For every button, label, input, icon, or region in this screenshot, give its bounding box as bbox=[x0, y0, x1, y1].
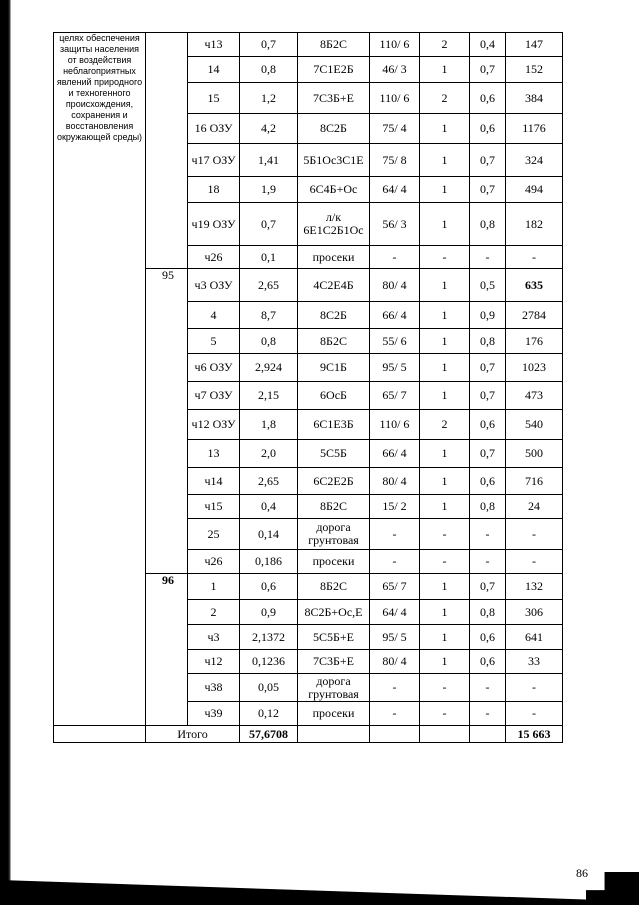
area-cell: 0,6 bbox=[240, 574, 298, 600]
vydel-cell: ч15 bbox=[188, 495, 240, 519]
composition-cell: 9С1Б bbox=[298, 354, 370, 382]
area-cell: 2,65 bbox=[240, 468, 298, 495]
area-cell: 0,1 bbox=[240, 246, 298, 269]
density-cell: 0,8 bbox=[470, 329, 506, 354]
density-cell: 0,7 bbox=[470, 354, 506, 382]
vydel-cell: ч6 ОЗУ bbox=[188, 354, 240, 382]
total-empty-cell bbox=[370, 726, 420, 743]
site-type-cell: 80/ 4 bbox=[370, 468, 420, 495]
site-type-cell: 110/ 6 bbox=[370, 410, 420, 440]
vydel-cell: 2 bbox=[188, 600, 240, 625]
volume-cell: 494 bbox=[506, 177, 563, 203]
density-cell: 0,8 bbox=[470, 495, 506, 519]
site-type-cell: 75/ 4 bbox=[370, 114, 420, 144]
composition-cell: 8Б2С bbox=[298, 329, 370, 354]
area-cell: 2,1372 bbox=[240, 625, 298, 650]
site-type-cell: 15/ 2 bbox=[370, 495, 420, 519]
volume-cell: 306 bbox=[506, 600, 563, 625]
composition-cell: 7С3Б+Е bbox=[298, 83, 370, 114]
volume-cell: 1176 bbox=[506, 114, 563, 144]
density-cell: - bbox=[470, 246, 506, 269]
composition-cell: 6ОсБ bbox=[298, 382, 370, 410]
class-cell: 1 bbox=[420, 203, 470, 246]
area-cell: 1,41 bbox=[240, 144, 298, 177]
density-cell: 0,8 bbox=[470, 203, 506, 246]
volume-cell: 384 bbox=[506, 83, 563, 114]
class-cell: 1 bbox=[420, 144, 470, 177]
volume-cell: 473 bbox=[506, 382, 563, 410]
class-cell: 1 bbox=[420, 495, 470, 519]
vydel-cell: 13 bbox=[188, 440, 240, 468]
density-cell: 0,7 bbox=[470, 177, 506, 203]
volume-cell: 500 bbox=[506, 440, 563, 468]
composition-cell: просеки bbox=[298, 246, 370, 269]
vydel-cell: ч17 ОЗУ bbox=[188, 144, 240, 177]
vydel-cell: ч3 ОЗУ bbox=[188, 269, 240, 302]
vydel-cell: ч13 bbox=[188, 33, 240, 57]
vydel-cell: ч14 bbox=[188, 468, 240, 495]
quarter-cell: 96 bbox=[146, 574, 188, 726]
composition-cell: л/к 6Е1С2Б1Ос bbox=[298, 203, 370, 246]
volume-cell: - bbox=[506, 674, 563, 702]
site-type-cell: 80/ 4 bbox=[370, 650, 420, 674]
area-cell: 0,05 bbox=[240, 674, 298, 702]
scan-edge-left bbox=[0, 0, 11, 905]
site-type-cell: 75/ 8 bbox=[370, 144, 420, 177]
quarter-cell bbox=[146, 33, 188, 269]
composition-cell: 5Б1Ос3С1Е bbox=[298, 144, 370, 177]
composition-cell: 6С2Е2Б bbox=[298, 468, 370, 495]
scan-corner-mark bbox=[586, 872, 639, 905]
volume-cell: 147 bbox=[506, 33, 563, 57]
total-empty-cell bbox=[420, 726, 470, 743]
volume-cell: 1023 bbox=[506, 354, 563, 382]
area-cell: 4,2 bbox=[240, 114, 298, 144]
class-cell: - bbox=[420, 702, 470, 726]
vydel-cell: 4 bbox=[188, 302, 240, 329]
density-cell: - bbox=[470, 519, 506, 550]
site-type-cell: 95/ 5 bbox=[370, 625, 420, 650]
site-type-cell: 66/ 4 bbox=[370, 302, 420, 329]
area-cell: 0,14 bbox=[240, 519, 298, 550]
density-cell: 0,6 bbox=[470, 114, 506, 144]
area-cell: 0,9 bbox=[240, 600, 298, 625]
class-cell: 2 bbox=[420, 83, 470, 114]
class-cell: 1 bbox=[420, 440, 470, 468]
area-cell: 0,186 bbox=[240, 550, 298, 574]
density-cell: - bbox=[470, 674, 506, 702]
table-body bbox=[54, 33, 563, 743]
density-cell: 0,7 bbox=[470, 574, 506, 600]
site-type-cell: 64/ 4 bbox=[370, 600, 420, 625]
class-cell: - bbox=[420, 246, 470, 269]
class-cell: 1 bbox=[420, 650, 470, 674]
composition-cell: 8С2Б bbox=[298, 302, 370, 329]
density-cell: 0,4 bbox=[470, 33, 506, 57]
density-cell: 0,7 bbox=[470, 144, 506, 177]
vydel-cell: ч26 bbox=[188, 246, 240, 269]
composition-cell: 5С5Б bbox=[298, 440, 370, 468]
site-type-cell: 80/ 4 bbox=[370, 269, 420, 302]
composition-cell: 5С5Б+Е bbox=[298, 625, 370, 650]
density-cell: 0,6 bbox=[470, 468, 506, 495]
class-cell: 1 bbox=[420, 574, 470, 600]
area-cell: 0,7 bbox=[240, 203, 298, 246]
composition-cell: дорога грунтовая bbox=[298, 519, 370, 550]
composition-cell: 4С2Е4Б bbox=[298, 269, 370, 302]
volume-cell: 324 bbox=[506, 144, 563, 177]
volume-cell: - bbox=[506, 246, 563, 269]
site-type-cell: 110/ 6 bbox=[370, 33, 420, 57]
site-type-cell: - bbox=[370, 550, 420, 574]
composition-cell: 8Б2С bbox=[298, 33, 370, 57]
area-cell: 0,1236 bbox=[240, 650, 298, 674]
density-cell: 0,6 bbox=[470, 625, 506, 650]
composition-cell: 6С1Е3Б bbox=[298, 410, 370, 440]
class-cell: 2 bbox=[420, 33, 470, 57]
area-cell: 0,4 bbox=[240, 495, 298, 519]
composition-cell: 8Б2С bbox=[298, 495, 370, 519]
area-cell: 8,7 bbox=[240, 302, 298, 329]
composition-cell: 8С2Б bbox=[298, 114, 370, 144]
vydel-cell: 15 bbox=[188, 83, 240, 114]
vydel-cell: 14 bbox=[188, 57, 240, 83]
site-type-cell: 65/ 7 bbox=[370, 382, 420, 410]
class-cell: 1 bbox=[420, 468, 470, 495]
vydel-cell: ч3 bbox=[188, 625, 240, 650]
site-type-cell: 66/ 4 bbox=[370, 440, 420, 468]
volume-cell: 635 bbox=[506, 269, 563, 302]
composition-cell: 6С4Б+Ос bbox=[298, 177, 370, 203]
total-empty-cell bbox=[470, 726, 506, 743]
area-cell: 0,12 bbox=[240, 702, 298, 726]
table-row bbox=[54, 33, 563, 57]
total-area: 57,6708 bbox=[240, 726, 298, 743]
vydel-cell: ч12 bbox=[188, 650, 240, 674]
class-cell: 1 bbox=[420, 354, 470, 382]
class-cell: 1 bbox=[420, 114, 470, 144]
total-row bbox=[54, 726, 563, 743]
class-cell: 1 bbox=[420, 269, 470, 302]
site-type-cell: 64/ 4 bbox=[370, 177, 420, 203]
volume-cell: 641 bbox=[506, 625, 563, 650]
site-type-cell: 46/ 3 bbox=[370, 57, 420, 83]
vydel-cell: ч38 bbox=[188, 674, 240, 702]
vydel-cell: ч39 bbox=[188, 702, 240, 726]
class-cell: 1 bbox=[420, 329, 470, 354]
density-cell: - bbox=[470, 702, 506, 726]
density-cell: - bbox=[470, 550, 506, 574]
area-cell: 1,2 bbox=[240, 83, 298, 114]
composition-cell: 8Б2С bbox=[298, 574, 370, 600]
class-cell: 1 bbox=[420, 302, 470, 329]
scan-edge-bottom bbox=[0, 878, 600, 905]
volume-cell: 2784 bbox=[506, 302, 563, 329]
site-type-cell: - bbox=[370, 519, 420, 550]
class-cell: 1 bbox=[420, 625, 470, 650]
vydel-cell: ч12 ОЗУ bbox=[188, 410, 240, 440]
class-cell: 1 bbox=[420, 600, 470, 625]
quarter-cell: 95 bbox=[146, 269, 188, 574]
volume-cell: - bbox=[506, 702, 563, 726]
class-cell: - bbox=[420, 674, 470, 702]
composition-cell: дорога грунтовая bbox=[298, 674, 370, 702]
vydel-cell: ч26 bbox=[188, 550, 240, 574]
volume-cell: - bbox=[506, 519, 563, 550]
density-cell: 0,6 bbox=[470, 650, 506, 674]
volume-cell: 132 bbox=[506, 574, 563, 600]
volume-cell: 540 bbox=[506, 410, 563, 440]
density-cell: 0,7 bbox=[470, 57, 506, 83]
composition-cell: 7С1Е2Б bbox=[298, 57, 370, 83]
volume-cell: 33 bbox=[506, 650, 563, 674]
volume-cell: 176 bbox=[506, 329, 563, 354]
composition-cell: 7С3Б+Е bbox=[298, 650, 370, 674]
volume-cell: 716 bbox=[506, 468, 563, 495]
density-cell: 0,6 bbox=[470, 83, 506, 114]
allotment-table bbox=[53, 32, 563, 743]
site-type-cell: 110/ 6 bbox=[370, 83, 420, 114]
density-cell: 0,5 bbox=[470, 269, 506, 302]
site-type-cell: - bbox=[370, 246, 420, 269]
total-volume: 15 663 bbox=[506, 726, 563, 743]
density-cell: 0,7 bbox=[470, 382, 506, 410]
site-type-cell: 55/ 6 bbox=[370, 329, 420, 354]
vydel-cell: 1 bbox=[188, 574, 240, 600]
area-cell: 2,65 bbox=[240, 269, 298, 302]
density-cell: 0,9 bbox=[470, 302, 506, 329]
class-cell: 1 bbox=[420, 382, 470, 410]
site-type-cell: 56/ 3 bbox=[370, 203, 420, 246]
density-cell: 0,8 bbox=[470, 600, 506, 625]
total-label: Итого bbox=[146, 726, 240, 743]
area-cell: 2,924 bbox=[240, 354, 298, 382]
vydel-cell: 18 bbox=[188, 177, 240, 203]
class-cell: 1 bbox=[420, 57, 470, 83]
vydel-cell: 5 bbox=[188, 329, 240, 354]
total-empty-cell bbox=[298, 726, 370, 743]
area-cell: 0,7 bbox=[240, 33, 298, 57]
density-cell: 0,7 bbox=[470, 440, 506, 468]
density-cell: 0,6 bbox=[470, 410, 506, 440]
area-cell: 1,9 bbox=[240, 177, 298, 203]
class-cell: - bbox=[420, 550, 470, 574]
site-type-cell: - bbox=[370, 674, 420, 702]
vydel-cell: 25 bbox=[188, 519, 240, 550]
class-cell: 2 bbox=[420, 410, 470, 440]
area-cell: 1,8 bbox=[240, 410, 298, 440]
area-cell: 2,0 bbox=[240, 440, 298, 468]
vydel-cell: ч7 ОЗУ bbox=[188, 382, 240, 410]
class-cell: 1 bbox=[420, 177, 470, 203]
area-cell: 0,8 bbox=[240, 329, 298, 354]
area-cell: 2,15 bbox=[240, 382, 298, 410]
volume-cell: 152 bbox=[506, 57, 563, 83]
composition-cell: просеки bbox=[298, 702, 370, 726]
class-cell: - bbox=[420, 519, 470, 550]
composition-cell: просеки bbox=[298, 550, 370, 574]
area-cell: 0,8 bbox=[240, 57, 298, 83]
purpose-cell: целях обеспечения защиты населения от воздействия неблагоприятных явлений природного и техногенного происхождения, сохранения и восстановления окружающей среды) bbox=[54, 33, 146, 726]
site-type-cell: 95/ 5 bbox=[370, 354, 420, 382]
composition-cell: 8С2Б+Ос,Е bbox=[298, 600, 370, 625]
site-type-cell: 65/ 7 bbox=[370, 574, 420, 600]
volume-cell: - bbox=[506, 550, 563, 574]
vydel-cell: ч19 ОЗУ bbox=[188, 203, 240, 246]
page-number: 86 bbox=[576, 866, 588, 880]
vydel-cell: 16 ОЗУ bbox=[188, 114, 240, 144]
total-blank-cell bbox=[54, 726, 146, 743]
volume-cell: 182 bbox=[506, 203, 563, 246]
volume-cell: 24 bbox=[506, 495, 563, 519]
site-type-cell: - bbox=[370, 702, 420, 726]
